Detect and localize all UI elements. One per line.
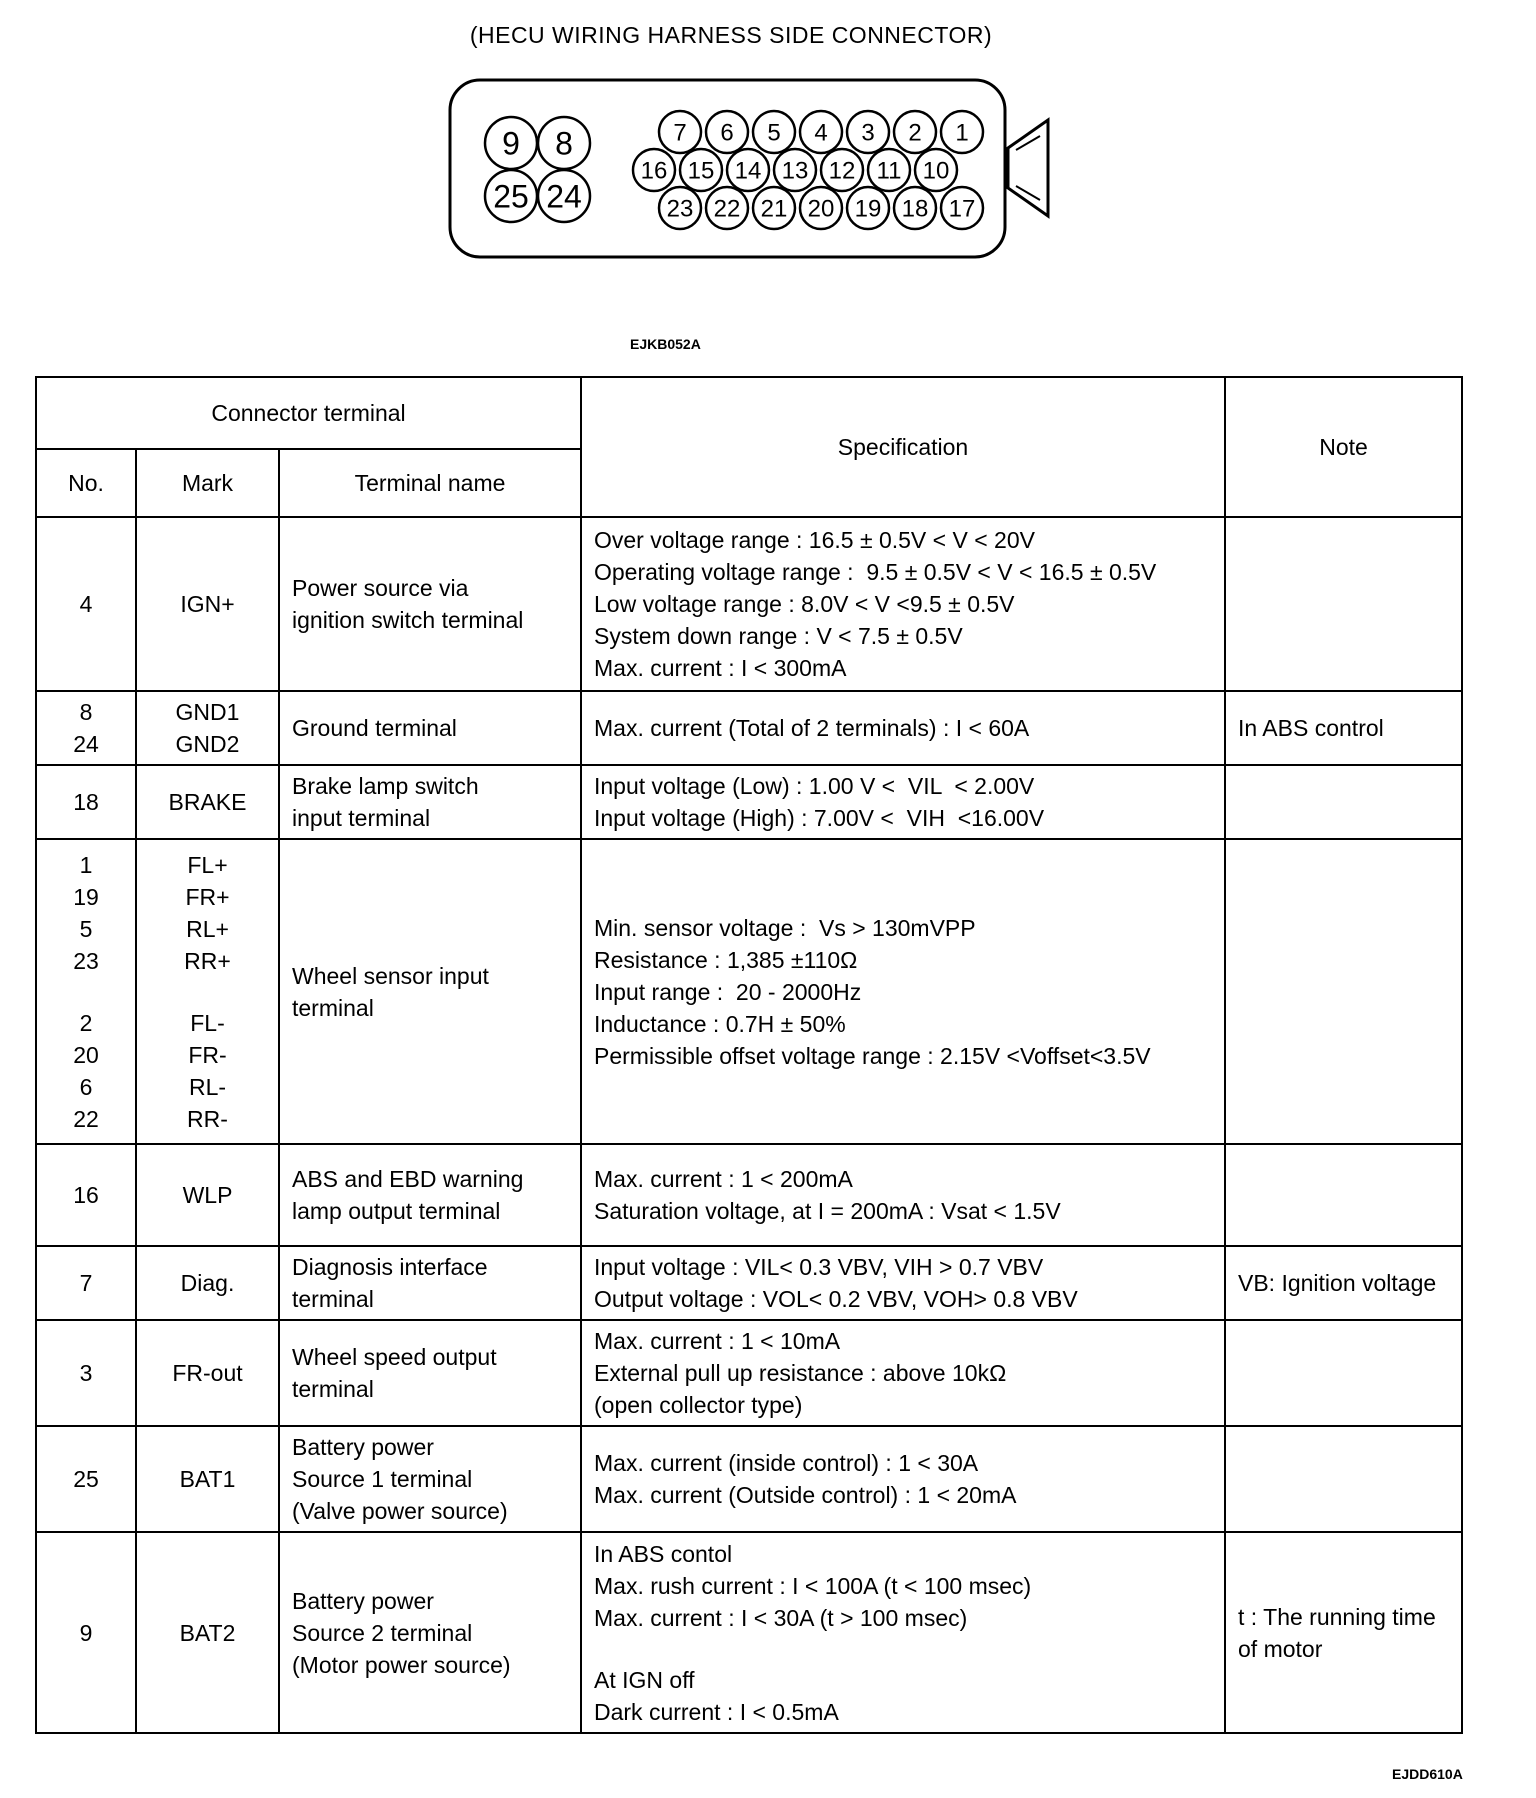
terminal-name [279, 517, 581, 691]
terminal-note [1225, 517, 1462, 691]
terminal-spec-line: Low voltage range : 8.0V < V <9.5 ± 0.5V [594, 591, 1015, 617]
terminal-mark-line [149, 977, 266, 1007]
connector-pin-label: 6 [720, 119, 734, 147]
terminal-mark-line: IGN+ [180, 591, 235, 617]
terminal-no-line: 9 [79, 1619, 93, 1646]
table-code: EJDD610A [1392, 1766, 1463, 1782]
terminal-spec-line: Permissible offset voltage range : 2.15V <Voffset<3.5V [594, 1042, 1151, 1069]
terminal-name-line: terminal [292, 994, 374, 1021]
connector-pin-label: 18 [901, 195, 929, 223]
terminal-name-line: (Valve power source) [292, 1498, 508, 1524]
terminal-name-line: terminal [292, 1286, 374, 1312]
terminal-spec-line: At IGN off [594, 1666, 695, 1693]
table-body [36, 517, 1462, 1733]
terminal-mark-line: FR- [188, 1041, 227, 1068]
header-mark: Mark [136, 449, 279, 517]
terminal-no [36, 839, 136, 1144]
terminal-spec-line: Input voltage : VIL< 0.3 VBV, VIH > 0.7 VBV [594, 1254, 1044, 1280]
terminal-spec-line: System down range : V < 7.5 ± 0.5V [594, 623, 963, 649]
terminal-no [36, 1532, 136, 1733]
terminal-mark [136, 517, 279, 691]
table-row [36, 765, 1462, 839]
connector-pin-label: 7 [673, 119, 687, 147]
connector-pin-label: 20 [807, 195, 835, 223]
terminal-spec-line: Input voltage (Low) : 1.00 V < VIL < 2.00V [594, 773, 1035, 799]
terminal-mark [136, 1320, 279, 1426]
terminal-note [1225, 691, 1462, 765]
terminal-no-line: 19 [73, 883, 99, 910]
header-connector-terminal: Connector terminal [36, 377, 581, 449]
terminal-mark [136, 765, 279, 839]
terminal-spec-line: External pull up resistance : above 10kΩ [594, 1360, 1007, 1386]
terminal-mark-line: FR-out [172, 1360, 243, 1386]
terminal-no [36, 691, 136, 765]
terminal-no-line: 5 [79, 915, 93, 942]
terminal-no-line: 6 [79, 1073, 93, 1100]
connector-pin-label: 4 [814, 119, 828, 147]
terminal-spec-line: Operating voltage range : 9.5 ± 0.5V < V < 16.5 ± 0.5V [594, 559, 1157, 585]
header-note: Note [1225, 377, 1462, 517]
terminal-no-line: 25 [73, 1466, 99, 1492]
terminal-name-line: terminal [292, 1376, 374, 1402]
terminal-note-line: In ABS control [1238, 715, 1384, 741]
terminal-mark-line: RR+ [184, 947, 231, 974]
terminal-mark-line: FL+ [187, 851, 228, 878]
connector-pin-label: 13 [781, 157, 809, 185]
terminal-mark-line: GND1 [175, 699, 240, 725]
connector-pin-label: 19 [854, 195, 882, 223]
table-row [36, 1144, 1462, 1246]
terminal-spec [581, 517, 1225, 691]
terminal-note [1225, 839, 1462, 1144]
terminal-mark-line: RL+ [186, 915, 229, 942]
terminal-name-line: Battery power [292, 1587, 434, 1614]
table-row [36, 1426, 1462, 1532]
terminal-mark-line: GND2 [175, 731, 240, 757]
terminal-no-line: 8 [79, 699, 93, 725]
terminal-no [36, 517, 136, 691]
terminal-mark [136, 1144, 279, 1246]
terminal-name [279, 691, 581, 765]
terminal-spec [581, 1144, 1225, 1246]
terminal-mark [136, 1532, 279, 1733]
terminal-no-line: 7 [79, 1270, 93, 1296]
terminal-note-line: VB: Ignition voltage [1238, 1270, 1437, 1296]
header-terminal-name: Terminal name [279, 449, 581, 517]
terminal-no-line: 18 [73, 789, 99, 815]
connector-pin-label: 16 [640, 157, 668, 185]
terminal-spec [581, 1532, 1225, 1733]
terminal-name-line: Source 2 terminal [292, 1619, 473, 1646]
table-row [36, 1320, 1462, 1426]
terminal-mark-line: WLP [182, 1182, 233, 1208]
connector-pin-label: 2 [908, 119, 922, 147]
terminal-note [1225, 1246, 1462, 1320]
terminal-spec-line: Max. current : I < 300mA [594, 655, 847, 681]
terminal-name [279, 1532, 581, 1733]
connector-pin-label: 11 [876, 157, 902, 185]
terminal-spec-line: Output voltage : VOL< 0.2 VBV, VOH> 0.8 VBV [594, 1286, 1078, 1312]
terminal-name [279, 1426, 581, 1532]
terminal-spec-line: Resistance : 1,385 ±110Ω [594, 946, 858, 973]
terminal-spec-line: Saturation voltage, at I = 200mA : Vsat < 1.5V [594, 1198, 1061, 1224]
terminal-mark [136, 839, 279, 1144]
table-row [36, 839, 1462, 1144]
connector-pin-label: 14 [734, 157, 762, 185]
terminal-name-line: Wheel sensor input [292, 962, 489, 989]
connector-pin-label: 12 [828, 157, 856, 185]
connector-pin-label: 9 [502, 125, 520, 162]
terminal-spec [581, 1320, 1225, 1426]
terminal-no [36, 1426, 136, 1532]
terminal-name-line: Battery power [292, 1434, 434, 1460]
terminal-spec-line: Max. current : 1 < 200mA [594, 1166, 853, 1192]
terminal-mark-line: FL- [190, 1009, 225, 1036]
terminal-mark-line: RL- [188, 1073, 227, 1100]
terminal-no-line: 1 [79, 851, 93, 878]
connector-pin-label: 15 [687, 157, 715, 185]
connector-latch [1008, 120, 1048, 216]
terminal-spec [581, 691, 1225, 765]
terminal-no-line: 24 [73, 731, 99, 757]
terminal-spec [581, 839, 1225, 1144]
figure-code: EJKB052A [630, 336, 701, 352]
terminal-name-line: ABS and EBD warning [292, 1166, 524, 1192]
connector-pin-label: 3 [861, 119, 875, 147]
connector-diagram [448, 78, 1068, 268]
terminal-name-line: lamp output terminal [292, 1198, 501, 1224]
terminal-no-line: 22 [73, 1105, 99, 1132]
connector-pin-label: 10 [922, 157, 950, 185]
table-row [36, 517, 1462, 691]
terminal-name-line: input terminal [292, 805, 431, 831]
terminal-spec-line: Over voltage range : 16.5 ± 0.5V < V < 20V [594, 527, 1035, 553]
terminal-mark-line: BAT2 [179, 1619, 236, 1646]
terminal-spec-line: Input voltage (High) : 7.00V < VIH <16.00V [594, 805, 1045, 831]
terminal-spec-line: (open collector type) [594, 1392, 803, 1418]
terminal-name-line: ignition switch terminal [292, 607, 524, 633]
terminal-no-line: 20 [73, 1041, 99, 1068]
terminal-no-line [49, 977, 123, 1007]
terminal-mark-line: FR+ [185, 883, 230, 910]
connector-pin-label: 1 [955, 119, 969, 147]
terminal-name [279, 1144, 581, 1246]
terminal-mark [136, 1246, 279, 1320]
terminal-mark [136, 691, 279, 765]
terminal-spec-line: Max. current : 1 < 10mA [594, 1328, 841, 1354]
terminal-spec-line: Min. sensor voltage : Vs > 130mVPP [594, 914, 976, 941]
terminal-mark-line: RR- [187, 1105, 228, 1132]
table-row [36, 1532, 1462, 1733]
terminal-name [279, 1320, 581, 1426]
terminal-mark-line: BRAKE [168, 789, 247, 815]
table-row [36, 1246, 1462, 1320]
connector-pin-label: 21 [760, 195, 788, 223]
terminal-note [1225, 1532, 1462, 1733]
terminal-name-line: Source 1 terminal [292, 1466, 473, 1492]
terminal-no [36, 1320, 136, 1426]
terminal-spec [581, 1426, 1225, 1532]
terminal-name-line: Wheel speed output [292, 1344, 497, 1370]
terminal-mark [136, 1426, 279, 1532]
terminal-no-line: 16 [73, 1182, 99, 1208]
terminal-note [1225, 765, 1462, 839]
terminal-note [1225, 1426, 1462, 1532]
terminal-spec-line: In ABS contol [594, 1540, 733, 1567]
connector-pin-label: 8 [555, 125, 573, 162]
terminal-name [279, 839, 581, 1144]
terminal-spec-line: Max. rush current : I < 100A (t < 100 msec) [594, 1572, 1032, 1599]
terminal-spec [581, 765, 1225, 839]
terminal-mark-line: Diag. [180, 1270, 235, 1296]
terminal-no-line: 3 [79, 1360, 93, 1386]
terminal-spec-line: Max. current (Total of 2 terminals) : I < 60A [594, 715, 1030, 741]
terminal-name-line: Power source via [292, 575, 469, 601]
terminal-spec-line: Max. current : I < 30A (t > 100 msec) [594, 1604, 968, 1631]
terminal-name-line: Brake lamp switch [292, 773, 479, 799]
diagram-title: (HECU WIRING HARNESS SIDE CONNECTOR) [469, 22, 993, 48]
terminal-note-line: of motor [1238, 1635, 1323, 1662]
connector-pin-label: 25 [493, 178, 529, 215]
terminal-no [36, 1246, 136, 1320]
terminal-name [279, 1246, 581, 1320]
terminal-spec-line [594, 1634, 1212, 1664]
terminal-no-line: 4 [79, 591, 93, 617]
terminal-spec-table [35, 376, 1463, 1734]
terminal-no-line: 2 [79, 1009, 93, 1036]
terminal-no-line: 23 [73, 947, 99, 974]
terminal-name-line: Diagnosis interface [292, 1254, 488, 1280]
terminal-spec-line: Dark current : I < 0.5mA [594, 1698, 839, 1725]
connector-pin-label: 23 [666, 195, 694, 223]
connector-pin-label: 17 [948, 195, 976, 223]
terminal-note-line: t : The running time [1238, 1603, 1436, 1630]
connector-pin-label: 5 [767, 119, 781, 147]
terminal-spec-line: Max. current (Outside control) : 1 < 20mA [594, 1482, 1017, 1508]
terminal-no [36, 765, 136, 839]
terminal-note [1225, 1320, 1462, 1426]
connector-pin-label: 22 [713, 195, 741, 223]
terminal-mark-line: BAT1 [179, 1466, 236, 1492]
terminal-no [36, 1144, 136, 1246]
header-no: No. [36, 449, 136, 517]
header-specification: Specification [581, 377, 1225, 517]
terminal-name-line: Ground terminal [292, 715, 457, 741]
terminal-spec-line: Input range : 20 - 2000Hz [594, 978, 862, 1005]
terminal-spec [581, 1246, 1225, 1320]
terminal-spec-line: Max. current (inside control) : 1 < 30A [594, 1450, 979, 1476]
table-row [36, 691, 1462, 765]
terminal-note [1225, 1144, 1462, 1246]
terminal-name [279, 765, 581, 839]
terminal-name-line: (Motor power source) [292, 1651, 511, 1678]
terminal-spec-line: Inductance : 0.7H ± 50% [594, 1010, 846, 1037]
connector-pin-label: 24 [546, 178, 582, 215]
